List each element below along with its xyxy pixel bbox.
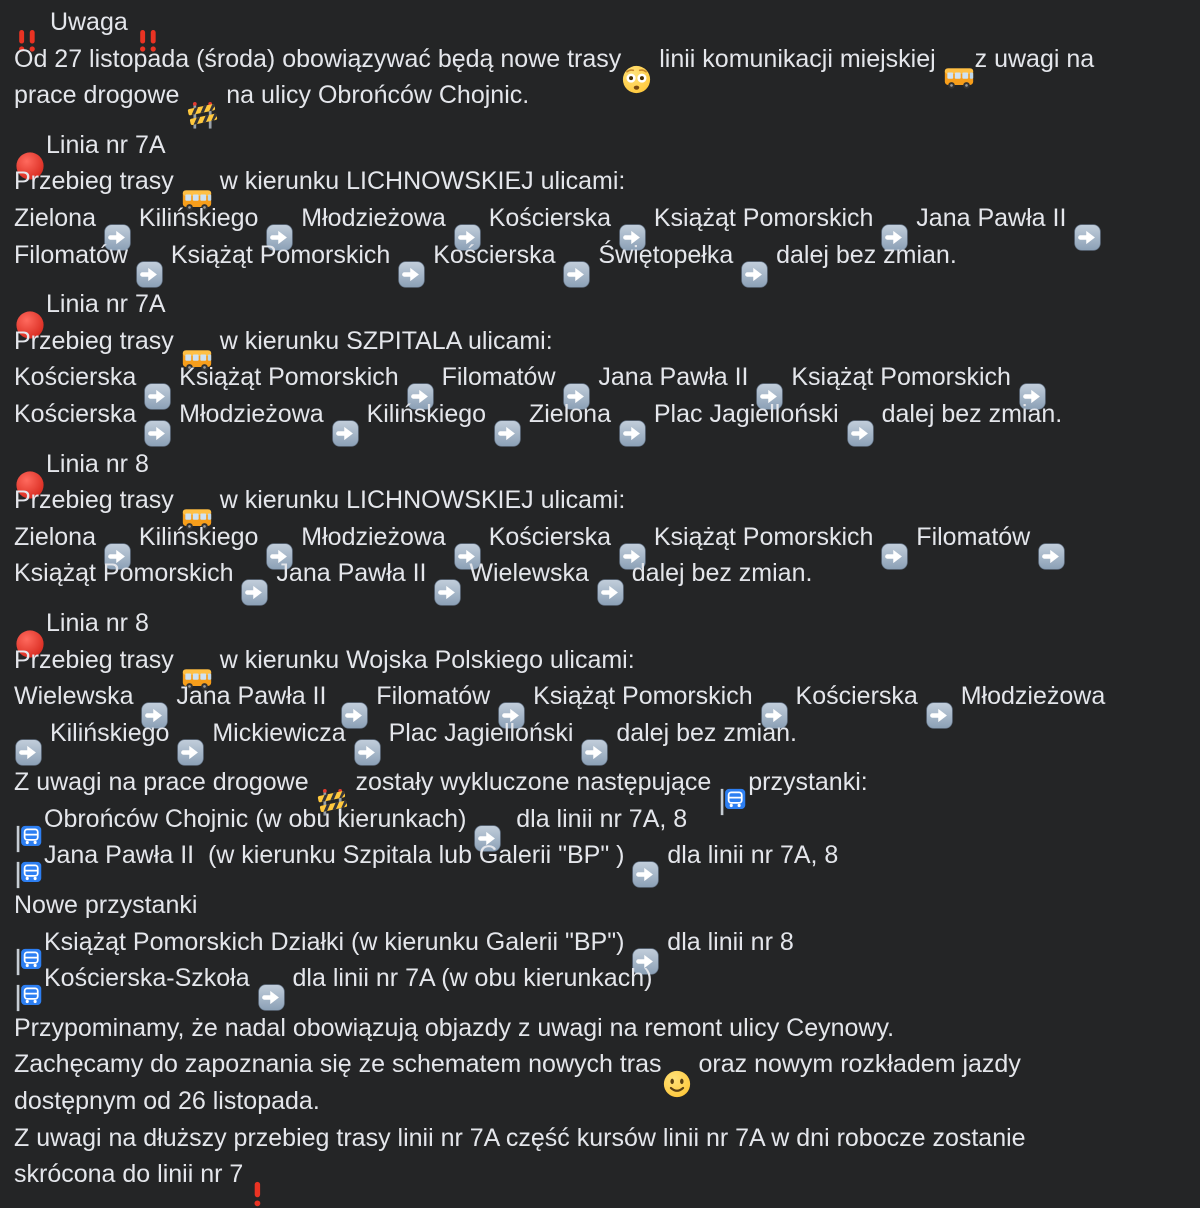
- text-run: Od 27 listopada (środa) obowiązywać będą nowe trasy: [14, 44, 622, 73]
- text-line: [14, 77, 1190, 114]
- text-run: Jana Pawła II (w kierunku Szpitala lub Galerii "BP" ): [44, 841, 632, 870]
- text-run: dalej bez zmian.: [624, 559, 813, 588]
- text-run: Kilińskiego: [131, 203, 266, 232]
- text-line: [14, 1083, 1190, 1120]
- arrow-right-icon: [881, 543, 908, 570]
- text-line: [14, 764, 1190, 801]
- text-run: Zachęcamy do zapoznania się ze schematem nowych tras: [14, 1050, 662, 1079]
- arrow-right-icon: [632, 861, 659, 888]
- text-line: [14, 1010, 1190, 1047]
- text-run: w kierunku Wojska Polskiego ulicami:: [212, 645, 635, 674]
- text-run: Linia nr 8: [46, 608, 149, 637]
- flushed-face-icon: [622, 65, 651, 94]
- text-run: dla linii nr 7A (w obu kierunkach): [285, 964, 653, 993]
- arrow-right-icon: [241, 579, 268, 606]
- text-line: [14, 678, 1190, 715]
- arrow-right-icon: [1074, 224, 1101, 251]
- text-line: [14, 163, 1190, 200]
- bus-stop-icon: [15, 984, 43, 1012]
- text-run: zostały wykluczone następujące: [348, 768, 719, 797]
- text-run: Uwaga: [43, 8, 135, 36]
- text-run: Przebieg trasy: [14, 645, 181, 674]
- text-line: [14, 887, 1190, 924]
- arrow-right-icon: [144, 420, 171, 447]
- text-line: [14, 519, 1190, 556]
- text-run: dostępnym od 26 listopada.: [14, 1087, 320, 1116]
- arrow-right-icon: [177, 739, 204, 766]
- text-run: Kościerska: [14, 399, 144, 428]
- text-run: Książąt Pomorskich: [646, 203, 881, 232]
- text-run: Przebieg trasy: [14, 486, 181, 515]
- text-run: dla linii nr 7A, 8: [502, 804, 688, 833]
- text-line: [14, 127, 1190, 164]
- text-run: oraz nowym rozkładem jazdy: [691, 1050, 1021, 1079]
- text-run: Kilińskiego: [359, 399, 494, 428]
- bus-stop-icon: [15, 861, 43, 889]
- text-line: [14, 801, 1190, 838]
- text-run: Z uwagi na dłuższy przebieg trasy linii nr 7A część kursów linii nr 7A w dni robocze zostanie: [14, 1123, 1026, 1152]
- text-line: [14, 200, 1190, 237]
- text-run: Jana Pawła II: [169, 682, 341, 711]
- arrow-right-icon: [494, 420, 521, 447]
- text-run: Jana Pawła II: [909, 203, 1074, 232]
- text-run: Młodzieżowa: [172, 399, 331, 428]
- arrow-right-icon: [847, 420, 874, 447]
- text-run: Książąt Pomorskich: [526, 682, 760, 711]
- text-line: [14, 715, 1190, 752]
- text-line: [14, 286, 1190, 323]
- text-line: [14, 482, 1190, 519]
- text-run: dalej bez zmian.: [874, 399, 1063, 428]
- arrow-right-icon: [563, 261, 590, 288]
- text-run: Linia nr 7A: [46, 130, 166, 159]
- text-line: [14, 1120, 1190, 1157]
- arrow-right-icon: [332, 420, 359, 447]
- text-run: Mickiewicza: [205, 718, 353, 747]
- arrow-right-icon: [136, 261, 163, 288]
- text-run: z uwagi na: [974, 44, 1095, 73]
- paragraph-excluded-stops: [14, 764, 1190, 874]
- text-run: Filomatów: [14, 240, 135, 269]
- text-run: Przebieg trasy: [14, 326, 181, 355]
- text-run: Kościerska: [481, 203, 618, 232]
- red-exclamation-icon: [251, 1180, 264, 1208]
- text-run: przystanki:: [748, 768, 868, 797]
- text-run: w kierunku LICHNOWSKIEJ ulicami:: [212, 167, 626, 196]
- text-run: Kościerska: [14, 363, 144, 392]
- paragraph-line-7a-lichnowska: [14, 127, 1190, 273]
- text-run: Książąt Pomorskich: [163, 240, 398, 269]
- paragraph-line-7a-szpital: [14, 286, 1190, 432]
- arrow-right-icon: [1038, 543, 1065, 570]
- text-run: w kierunku LICHNOWSKIEJ ulicami:: [212, 486, 626, 515]
- arrow-right-icon: [597, 579, 624, 606]
- paragraph-warning-intro: [14, 4, 1190, 114]
- text-line: [14, 555, 1190, 592]
- text-run: Kościerska: [426, 240, 563, 269]
- text-run: Kilińskiego: [43, 718, 177, 747]
- text-run: Kościerska: [481, 522, 618, 551]
- text-run: Obrońców Chojnic (w obu kierunkach): [44, 804, 474, 833]
- arrow-right-icon: [258, 984, 285, 1011]
- text-run: Książąt Pomorskich: [172, 363, 406, 392]
- text-run: Filomatów: [369, 682, 498, 711]
- text-line: [14, 605, 1190, 642]
- arrow-right-icon: [354, 739, 381, 766]
- arrow-right-icon: [741, 261, 768, 288]
- paragraph-line-8-lichnowska: [14, 446, 1190, 592]
- text-line: [14, 924, 1190, 961]
- text-run: Młodzieżowa: [294, 522, 453, 551]
- text-run: Książąt Pomorskich: [646, 522, 881, 551]
- text-run: Zielona: [522, 399, 618, 428]
- text-run: Filomatów: [434, 363, 563, 392]
- text-run: Świętopełka: [591, 240, 741, 269]
- paragraph-new-stops: [14, 887, 1190, 997]
- text-run: Przebieg trasy: [14, 167, 181, 196]
- text-run: Linia nr 8: [46, 449, 149, 478]
- text-run: Filomatów: [909, 522, 1038, 551]
- text-run: skrócona do linii nr 7: [14, 1160, 251, 1189]
- text-run: Jana Pawła II: [269, 559, 434, 588]
- arrow-right-icon: [15, 739, 42, 766]
- text-line: [14, 41, 1190, 78]
- construction-icon: [187, 101, 218, 129]
- text-run: Kościerska-Szkoła: [44, 964, 257, 993]
- text-run: prace drogowe: [14, 81, 187, 110]
- text-line: [14, 237, 1190, 274]
- text-run: Jana Pawła II: [591, 363, 756, 392]
- paragraph-line-8-wojska-polskiego: [14, 605, 1190, 751]
- text-run: dalej bez zmian.: [769, 240, 957, 269]
- text-run: Przypominamy, że nadal obowiązują objazdy z uwagi na remont ulicy Ceynowy.: [14, 1013, 895, 1042]
- arrow-right-icon: [581, 739, 608, 766]
- text-line: [14, 446, 1190, 483]
- text-run: dla linii nr 8: [660, 927, 794, 956]
- text-run: Plac Jagielloński: [646, 399, 846, 428]
- text-run: dalej bez zmian.: [609, 718, 797, 747]
- text-line: [14, 1156, 1190, 1193]
- text-run: w kierunku SZPITALA ulicami:: [212, 326, 553, 355]
- text-run: Młodzieżowa: [953, 682, 1106, 711]
- text-run: Młodzieżowa: [294, 203, 453, 232]
- slight-smile-icon: [663, 1070, 691, 1098]
- text-line: [14, 359, 1190, 396]
- text-line: [14, 396, 1190, 433]
- text-run: na ulicy Obrońców Chojnic.: [219, 81, 530, 110]
- text-run: Książąt Pomorskich Działki (w kierunku Galerii "BP"): [44, 927, 632, 956]
- text-run: Zielona: [14, 203, 103, 232]
- text-line: [14, 837, 1190, 874]
- text-run: dla linii nr 7A, 8: [660, 841, 839, 870]
- bus-icon: [944, 65, 974, 90]
- text-run: Z uwagi na prace drogowe: [14, 768, 316, 797]
- text-run: linii komunikacji miejskiej: [652, 44, 943, 73]
- text-run: Linia nr 7A: [46, 290, 166, 319]
- text-line: [14, 4, 1190, 41]
- arrow-right-icon: [926, 702, 953, 729]
- arrow-right-icon: [398, 261, 425, 288]
- text-run: Kilińskiego: [131, 522, 266, 551]
- text-run: Kościerska: [788, 682, 925, 711]
- text-run: Książąt Pomorskich: [14, 559, 241, 588]
- text-run: Nowe przystanki: [14, 891, 198, 920]
- text-line: [14, 323, 1190, 360]
- text-run: Książąt Pomorskich: [784, 363, 1018, 392]
- text-line: [14, 960, 1190, 997]
- text-run: Zielona: [14, 522, 103, 551]
- text-line: [14, 642, 1190, 679]
- paragraph-reminder-footer: [14, 1010, 1190, 1193]
- arrow-right-icon: [434, 579, 461, 606]
- arrow-right-icon: [619, 420, 646, 447]
- text-line: [14, 1046, 1190, 1083]
- text-run: Plac Jagielloński: [381, 718, 581, 747]
- text-run: Wielewska: [14, 682, 141, 711]
- bus-stop-icon: [719, 788, 747, 816]
- text-run: Wielewska: [462, 559, 596, 588]
